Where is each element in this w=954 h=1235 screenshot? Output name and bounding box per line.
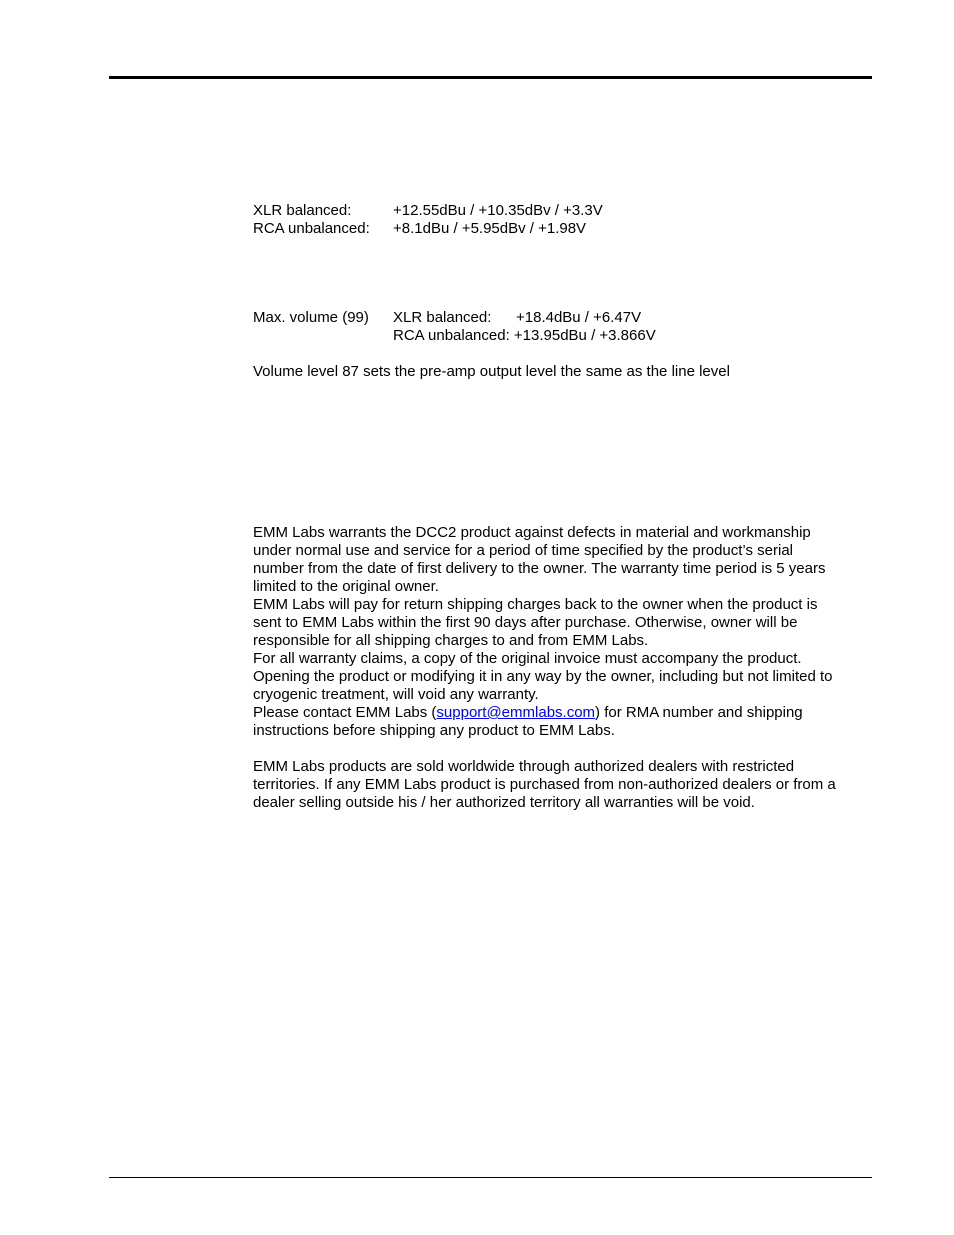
preamp-max-label: Max. volume (99): [253, 309, 369, 326]
line-rca-value: +8.1dBu / +5.95dBv / +1.98V: [393, 220, 587, 237]
preamp-note: Volume level 87 sets the pre-amp output level the same as the line level: [253, 363, 730, 380]
warranty-p1-line: number from the date of first delivery to the owner. The warranty time period is 5 years: [253, 560, 826, 577]
footer-rule: [109, 1177, 872, 1178]
warranty-p4-line: Opening the product or modifying it in any way by the owner, including but not limited to: [253, 668, 833, 685]
dealers-text: [253, 758, 865, 812]
contact-post: ) for RMA number and shipping: [595, 704, 803, 721]
dealers-line: EMM Labs products are sold worldwide through authorized dealers with restricted: [253, 758, 795, 775]
warranty-p1-line: limited to the original owner.: [253, 578, 439, 595]
line-rca-label: RCA unbalanced:: [253, 220, 370, 237]
warranty-contact-line: [253, 704, 865, 722]
warranty-p3-line: For all warranty claims, a copy of the original invoice must accompany the product.: [253, 650, 802, 667]
warranty-p2-line: sent to EMM Labs within the first 90 days after purchase. Otherwise, owner will be: [253, 614, 798, 631]
warranty-text: [253, 524, 865, 740]
dealers-line: territories. If any EMM Labs product is purchased from non-authorized dealers or from a: [253, 776, 836, 793]
warranty-p2-line: responsible for all shipping charges to and from EMM Labs.: [253, 632, 649, 649]
line-xlr-value: +12.55dBu / +10.35dBv / +3.3V: [393, 202, 603, 219]
warranty-p1-line: under normal use and service for a period of time specified by the product’s serial: [253, 542, 794, 559]
dealers-line: dealer selling outside his / her authorized territory all warranties will be void.: [253, 794, 755, 811]
header-rule: [109, 76, 872, 79]
support-email-link[interactable]: support@emmlabs.com: [436, 704, 596, 721]
preamp-xlr-value: +18.4dBu / +6.47V: [516, 309, 642, 326]
contact-pre: Please contact EMM Labs (: [253, 704, 437, 721]
preamp-xlr-label: XLR balanced:: [393, 309, 492, 326]
preamp-rca-text: RCA unbalanced: +13.95dBu / +3.866V: [393, 327, 656, 344]
warranty-p1-line: EMM Labs warrants the DCC2 product against defects in material and workmanship: [253, 524, 811, 541]
warranty-contact-line-2: instructions before shipping any product to EMM Labs.: [253, 722, 615, 739]
warranty-p2-line: EMM Labs will pay for return shipping charges back to the owner when the product is: [253, 596, 818, 613]
warranty-p4-line: cryogenic treatment, will void any warranty.: [253, 686, 539, 703]
line-xlr-label: XLR balanced:: [253, 202, 352, 219]
